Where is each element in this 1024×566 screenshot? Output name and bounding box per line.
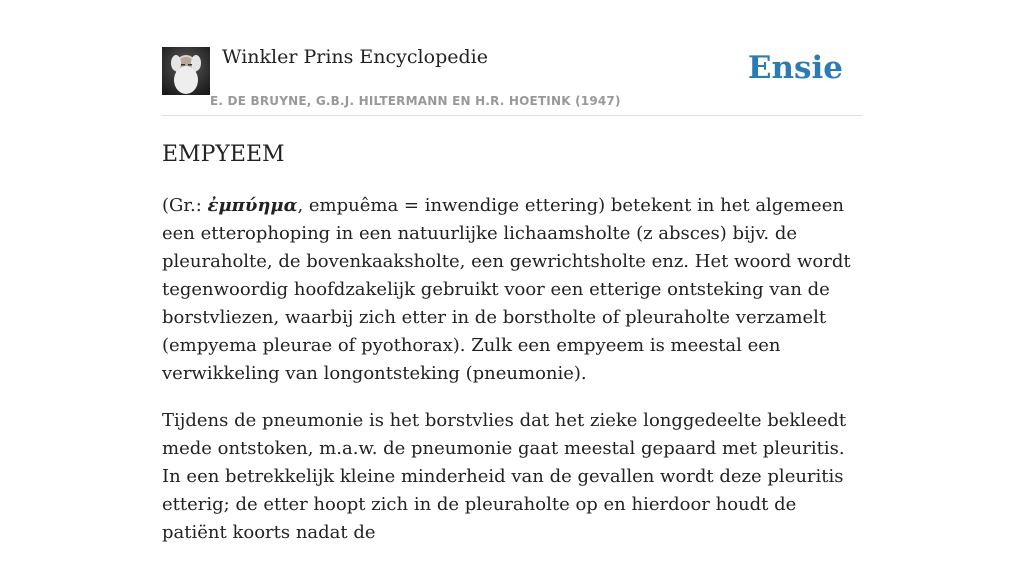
paragraph-1-prefix: (Gr.: bbox=[162, 195, 208, 216]
author-portrait[interactable] bbox=[162, 47, 210, 95]
article-body bbox=[162, 192, 862, 566]
source-title[interactable]: Winkler Prins Encyclopedie bbox=[222, 46, 488, 68]
page-container bbox=[162, 0, 862, 543]
greek-term: ἐμπύημα bbox=[207, 195, 298, 216]
source-header bbox=[162, 0, 862, 116]
paragraph-2: Tijdens de pneumonie is het borstvlies dat het zieke longgedeelte bekleedt mede ontstoken, m.a.w. de pneumonie gaat meestal gepaard met pleuritis. In een betrekkelijk kleine minderheid van de gevallen wordt deze pleuritis etterig; de etter hoopt zich in de pleuraholte op en hierdoor houdt de patiënt koorts nadat de bbox=[162, 410, 847, 543]
paragraph-1-text: , empuêma = inwendige ettering) betekent in het algemeen een etterophoping in een natuurlijke lichaamsholte (z absces) bijv. de pleuraholte, de bovenkaaksholte, een gewrichtsholte enz. Het woord wordt tegenwoordig hoofdzakelijk gebruikt voor een etterige ontsteking van de borstvliezen, waarbij zich etter in de borstholte of pleuraholte verzamelt (empyema pleurae of pyothorax). Zulk een empyeem is meestal een verwikkeling van longontsteking (pneumonie). bbox=[162, 195, 851, 384]
article-title: EMPYEEM bbox=[162, 142, 285, 167]
portrait-photo-icon bbox=[162, 47, 210, 95]
brand-logo-link[interactable]: Ensie bbox=[747, 50, 843, 86]
paragraph-1 bbox=[162, 192, 862, 388]
source-authors: E. DE BRUYNE, G.B.J. HILTERMANN EN H.R. HOETINK (1947) bbox=[210, 94, 621, 108]
